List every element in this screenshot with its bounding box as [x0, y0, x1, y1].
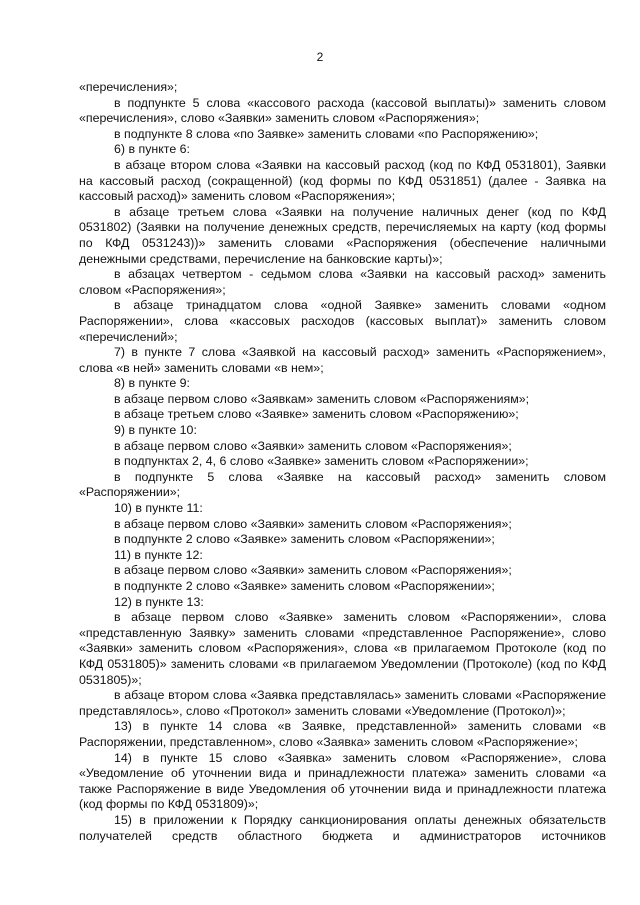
- paragraph: 11) в пункте 12:: [114, 547, 203, 562]
- paragraph: в абзаце третьем слова «Заявки на получение наличных денег (код по КФД 0531802) (Заявки на получение денежных средств, перечисляемых на карту (код формы по КФД 0531243))» заменить словами «Распоряжения (обеспечение наличными денежными средствами, перечисление на банковские карты)»;: [79, 204, 606, 266]
- paragraph: в абзаце втором слова «Заявки на кассовый расход (код по КФД 0531801), Заявки на кассовый расход (сокращенной) (код формы по КФД 0531851) (далее - Заявка на кассовый расход)» заменить словом «Распоряжения»;: [79, 157, 606, 204]
- paragraph: в абзацах четвертом - седьмом слова «Заявки на кассовый расход» заменить словом «Распоряжения»;: [79, 267, 606, 297]
- paragraph: 10) в пункте 11:: [114, 501, 203, 516]
- paragraph: 14) в пункте 15 слово «Заявка» заменить словом «Распоряжение», слова «Уведомление об уточнении вида и принадлежности платежа» заменить словами «а также Распоряжение в виде Уведомления об уточнении вида и принадлежности платежа (код формы по КФД 0531809)»;: [79, 750, 606, 812]
- paragraph: в абзаце втором слова «Заявка представлялась» заменить словами «Распоряжение представлялось», слово «Протокол» заменить словами «Уведомление (Протокол)»;: [79, 688, 606, 718]
- paragraph: в подпунктах 2, 4, 6 слово «Заявке» заменить словом «Распоряжении»;: [114, 454, 529, 469]
- paragraph: в абзаце первом слово «Заявке» заменить словом «Распоряжении», слова «представленную Заявку» заменить словами «представленное Распоряжение», слово «Заявки» заменить словом «Распоряжения», слова «в прилагаемом Протоколе (код по КФД 0531805)» заменить словами «в прилагаемом Уведомлении (Протоколе) (код по КФД 0531805)»;: [79, 610, 606, 687]
- paragraph: 8) в пункте 9:: [114, 376, 190, 391]
- paragraph: «перечисления»;: [79, 80, 178, 94]
- document-body: [79, 80, 606, 844]
- paragraph: в абзаце первом слово «Заявки» заменить словом «Распоряжения»;: [114, 516, 512, 531]
- paragraph: 9) в пункте 10:: [114, 423, 197, 438]
- page-number: 2: [316, 50, 324, 64]
- paragraph: 6) в пункте 6:: [114, 142, 190, 157]
- paragraph: в подпункте 5 слова «Заявке на кассовый расход» заменить словом «Распоряжении»;: [79, 469, 606, 500]
- paragraph: в абзаце первом слово «Заявки» заменить словом «Распоряжения»;: [114, 563, 512, 578]
- paragraph: 13) в пункте 14 слова «в Заявке, представленной» заменить словами «в Распоряжении, представленном», слово «Заявка» заменить словом «Распоряжение»;: [79, 719, 606, 749]
- paragraph: в абзаце первом слово «Заявки» заменить словом «Распоряжения»;: [114, 438, 512, 453]
- paragraph: в абзаце первом слово «Заявкам» заменить словом «Распоряжениям»;: [114, 391, 530, 406]
- paragraph: в подпункте 2 слово «Заявке» заменить словом «Распоряжении»;: [114, 579, 495, 593]
- paragraph: в абзаце третьем слово «Заявке» заменить словом «Распоряжению»;: [114, 407, 519, 422]
- paragraph: в подпункте 8 слова «по Заявке» заменить словами «по Распоряжению»;: [114, 126, 539, 141]
- paragraph: в абзаце тринадцатом слова «одной Заявке» заменить словами «одном Распоряжении», слова «кассовых расходов (кассовых выплат)» заменить словом «перечислений»;: [79, 298, 606, 344]
- paragraph: 15) в приложении к Порядку санкционирования оплаты денежных обязательств получателей средств областного бюджета и администраторов источников: [79, 812, 606, 843]
- paragraph: 7) в пункте 7 слова «Заявкой на кассовый расход» заменить «Распоряжением», слова «в ней» заменить словами «в нем»;: [79, 345, 606, 375]
- paragraph: в подпункте 2 слово «Заявке» заменить словом «Распоряжении»;: [114, 532, 495, 547]
- paragraph: 12) в пункте 13:: [114, 594, 204, 609]
- paragraph: в подпункте 5 слова «кассового расхода (кассовой выплаты)» заменить словом «перечисления», слово «Заявки» заменить словом «Распоряжения»;: [79, 95, 606, 126]
